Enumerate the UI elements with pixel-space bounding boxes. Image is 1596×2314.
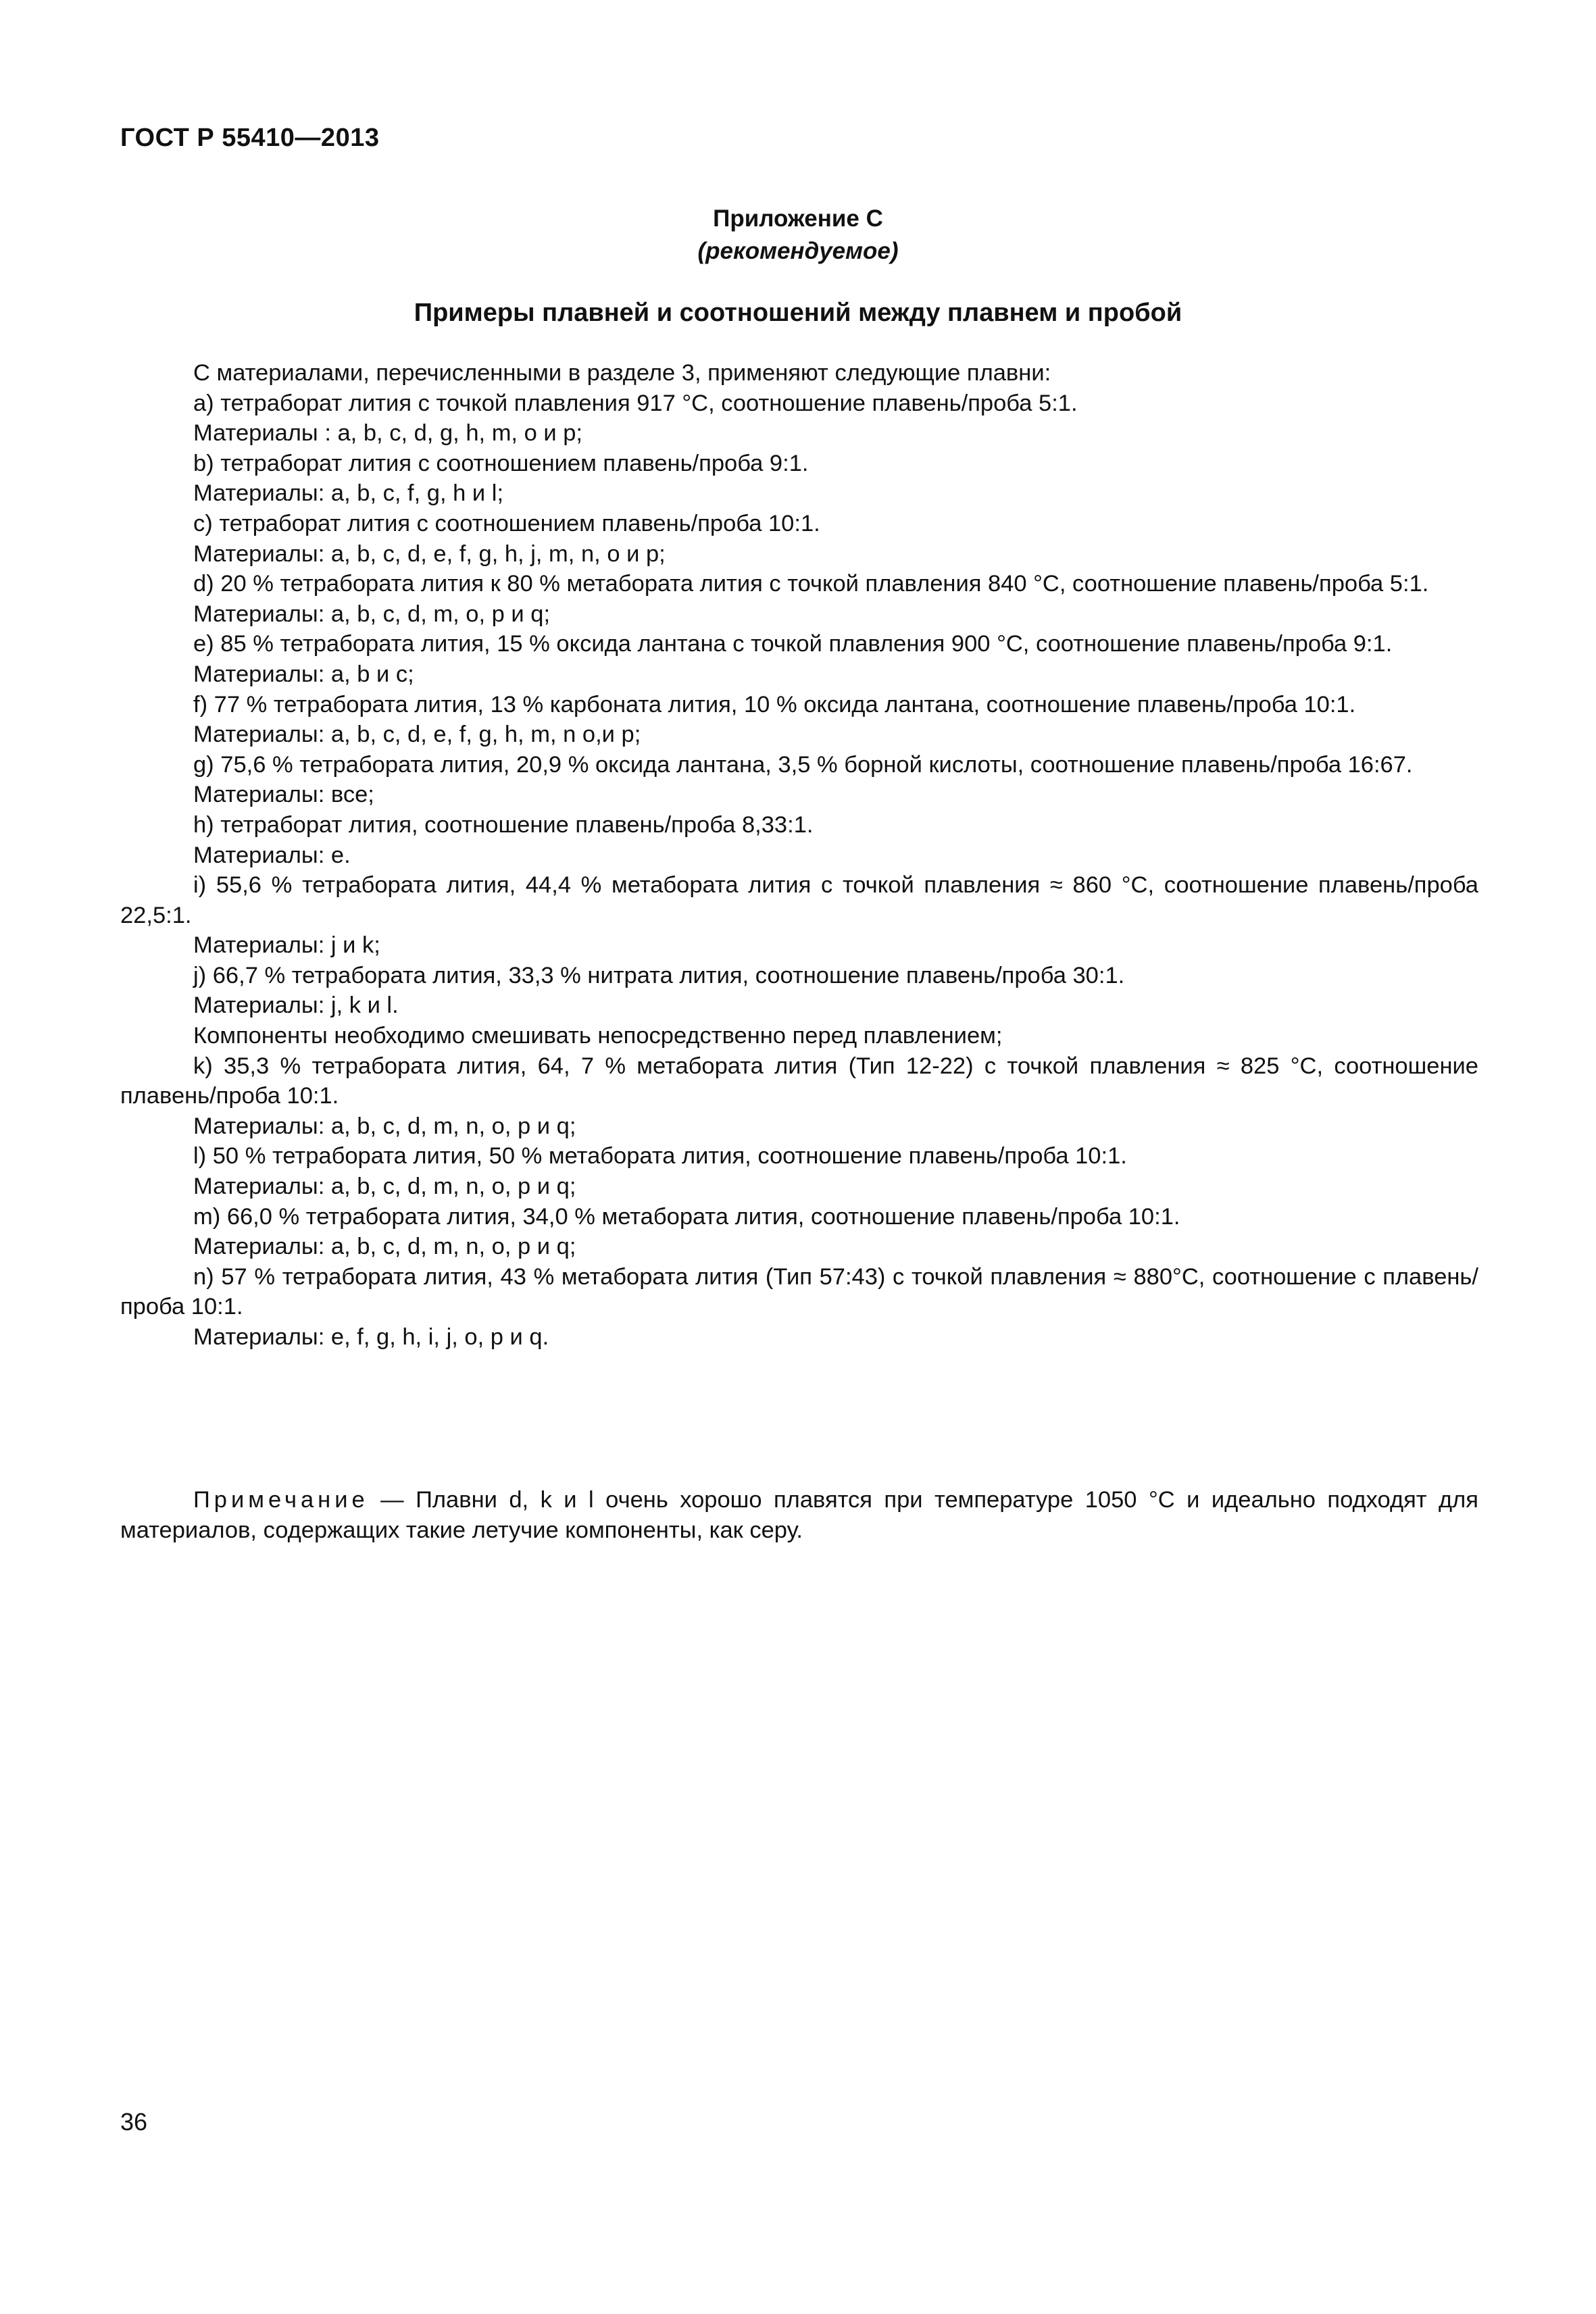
paragraph: c) тетраборат лития с соотношением плавень/проба 10:1. [193,510,820,536]
paragraph: g) 75,6 % тетрабората лития, 20,9 % оксида лантана, 3,5 % борной кислоты, соотношение плавень/проба 16:67. [193,751,1413,778]
paragraph: Материалы: e. [193,842,351,868]
paragraph: Материалы: a, b, c, d, m, n, o, p и q; [193,1234,576,1260]
note [120,1485,1478,1546]
paragraph: Материалы: a, b и c; [193,661,414,687]
note-label: Примечание [193,1487,369,1513]
paragraph: а) тетраборат лития с точкой плавления 917 °С, соотношение плавень/проба 5:1. [193,390,1078,416]
annex-subtitle: (рекомендуемое) [697,238,899,264]
note-text: — Плавни d, k и l очень хорошо плавятся при температуре 1050 °С и идеально подходят для материалов, содержащих такие летучие компоненты, как серу. [120,1487,1478,1543]
paragraph: j) 66,7 % тетрабората лития, 33,3 % нитрата лития, соотношение плавень/проба 30:1. [193,962,1125,988]
paragraph: d) 20 % тетрабората лития к 80 % метабората лития с точкой плавления 840 °С, соотношение плавень/проба 5:1. [193,571,1429,597]
paragraph: b) тетраборат лития с соотношением плавень/проба 9:1. [193,450,809,476]
paragraph: Материалы: a, b, c, d, e, f, g, h, j, m, n, o и p; [193,540,666,567]
paragraph: Материалы: j и k; [193,932,380,959]
paragraph: Материалы : a, b, c, d, g, h, m, o и p; [193,420,583,447]
paragraph: i) 55,6 % тетрабората лития, 44,4 % метабората лития с точкой плавления ≈ 860 °С, соотношение плавень/проба 22,5:1. [120,872,1478,928]
paragraph: С материалами, перечисленными в разделе 3, применяют следующие плавни: [193,360,1051,386]
annex-heading [0,203,1596,268]
annex-title: Приложение С [713,205,883,232]
page-number: 36 [120,2108,148,2136]
paragraph: e) 85 % тетрабората лития, 15 % оксида лантана с точкой плавления 900 °С, соотношение плавень/проба 9:1. [193,631,1393,657]
paragraph: Материалы: a, b, c, d, m, o, p и q; [193,601,551,627]
paragraph: n) 57 % тетрабората лития, 43 % метабората лития (Тип 57:43) с точкой плавления ≈ 880°С, соотношение с плавень/проба 10:1. [120,1263,1478,1320]
paragraph: Материалы: a, b, c, d, m, n, o, p и q; [193,1174,576,1200]
paragraph: h) тетраборат лития, соотношение плавень/проба 8,33:1. [193,811,814,838]
paragraph: Материалы: все; [193,782,374,808]
paragraph: f) 77 % тетрабората лития, 13 % карбоната лития, 10 % оксида лантана, соотношение плавень/проба 10:1. [193,691,1356,718]
paragraph: Материалы: e, f, g, h, i, j, o, p и q. [193,1324,549,1350]
paragraph: Материалы: a, b, c, f, g, h и l; [193,480,504,507]
paragraph: Материалы: j, k и l. [193,992,399,1019]
paragraph: k) 35,3 % тетрабората лития, 64, 7 % метабората лития (Тип 12-22) с точкой плавления ≈ 825 °С, соотношение плавень/проба 10:1. [120,1053,1478,1109]
section-title: Примеры плавней и соотношений между плавнем и пробой [414,299,1182,327]
paragraph: Компоненты необходимо смешивать непосредственно перед плавлением; [193,1023,1003,1049]
paragraph: Материалы: a, b, c, d, m, n, o, p и q; [193,1113,576,1139]
fluxes-list [120,358,1478,1353]
paragraph: Материалы: a, b, c, d, e, f, g, h, m, n o,и p; [193,722,641,748]
paragraph: l) 50 % тетрабората лития, 50 % метабората лития, соотношение плавень/проба 10:1. [193,1143,1127,1169]
document-header: ГОСТ Р 55410—2013 [120,124,380,152]
paragraph: m) 66,0 % тетрабората лития, 34,0 % метабората лития, соотношение плавень/проба 10:1. [193,1203,1180,1230]
